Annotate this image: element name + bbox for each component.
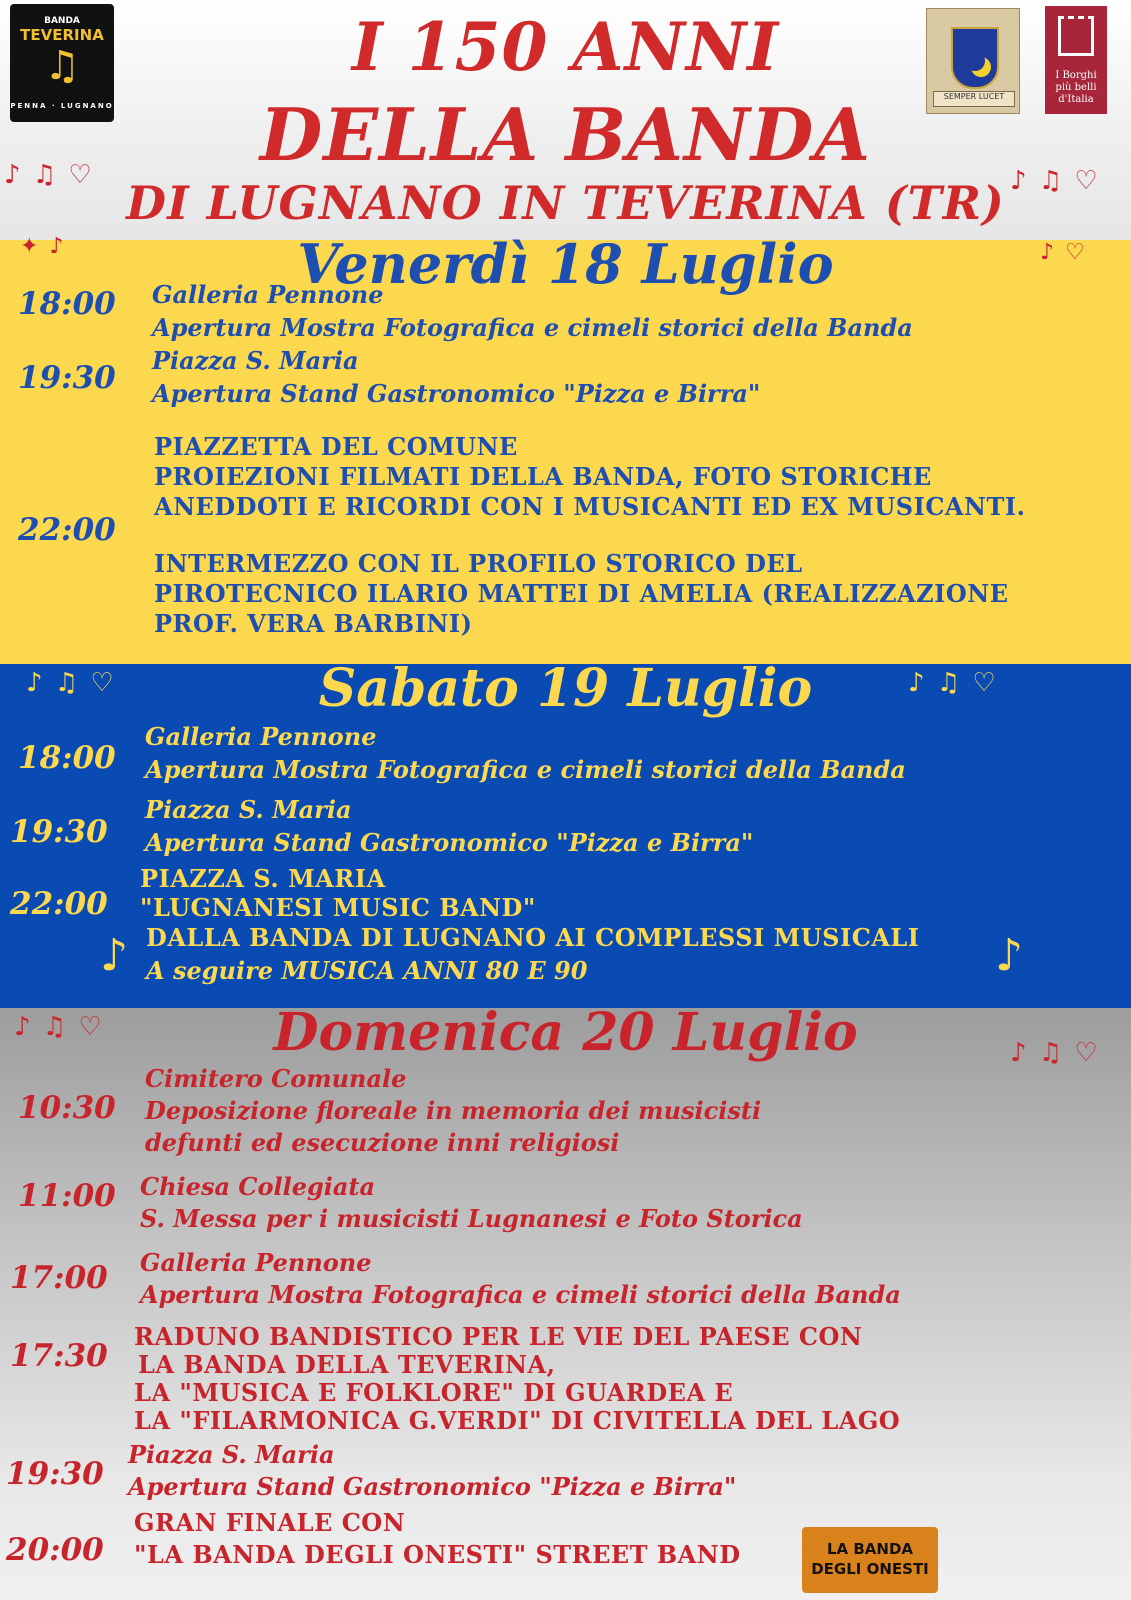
event-time: 17:30: [10, 1338, 108, 1374]
music-notes-icon: ♪ ♫ ♡: [1010, 166, 1100, 196]
borghi-text: [1045, 70, 1107, 106]
event-location: Piazza S. Maria: [145, 795, 352, 824]
event-location: Galleria Pennone: [145, 722, 377, 751]
music-note-icon: ♪: [995, 930, 1024, 981]
event-location: PIAZZETTA DEL COMUNE: [154, 432, 518, 461]
event-time: 17:00: [10, 1260, 108, 1296]
badge-line: DEGLI ONESTI: [811, 1560, 929, 1578]
event-time: 19:30: [10, 814, 108, 850]
badge-line: LA BANDA: [826, 1540, 914, 1558]
music-notes-icon: ♪ ♡: [1040, 240, 1087, 265]
event-description: PROF. VERA BARBINI): [154, 609, 473, 638]
music-notes-icon: ♪ ♫ ♡: [4, 160, 94, 190]
music-notes-icon: ✦ ♪: [20, 234, 66, 259]
event-location: Chiesa Collegiata: [140, 1172, 376, 1201]
event-description: Apertura Stand Gastronomico "Pizza e Birra": [128, 1472, 737, 1501]
event-time: 22:00: [10, 886, 108, 922]
event-description: DALLA BANDA DI LUGNANO AI COMPLESSI MUSICALI: [146, 923, 920, 952]
borghi-text-line: d'Italia: [1058, 94, 1094, 105]
event-description: LA "FILARMONICA G.VERDI" DI CIVITELLA DEL LAGO: [134, 1406, 901, 1435]
saturday-section: [0, 658, 1131, 1008]
banda-degli-onesti-logo: [802, 1527, 938, 1593]
event-description: LA BANDA DELLA TEVERINA,: [138, 1350, 556, 1379]
event-description: "LA BANDA DEGLI ONESTI" STREET BAND: [134, 1540, 741, 1569]
crest-motto: SEMPER LUCET: [933, 91, 1015, 107]
event-description: A seguire MUSICA ANNI 80 E 90: [146, 956, 588, 985]
event-description: ANEDDOTI E RICORDI CON I MUSICANTI ED EX MUSICANTI.: [154, 492, 1026, 521]
event-description: "LUGNANESI MUSIC BAND": [140, 893, 536, 922]
event-time: 10:30: [18, 1090, 116, 1126]
logo-name-text: TEVERINA: [20, 26, 104, 44]
event-time: 22:00: [18, 512, 116, 548]
event-description: Deposizione floreale in memoria dei musicisti: [145, 1096, 762, 1125]
event-location: Galleria Pennone: [152, 280, 384, 309]
event-location: Piazza S. Maria: [128, 1440, 335, 1469]
event-description: PROIEZIONI FILMATI DELLA BANDA, FOTO STORICHE: [154, 462, 932, 491]
event-description: Apertura Stand Gastronomico "Pizza e Birra": [152, 379, 761, 408]
event-time: 20:00: [6, 1532, 104, 1568]
event-location: GRAN FINALE CON: [134, 1508, 406, 1537]
music-notes-icon: ♪ ♫ ♡: [1010, 1038, 1100, 1068]
friday-title: Venerdì 18 Luglio: [297, 232, 834, 296]
borghi-text-line: I Borghi: [1055, 70, 1097, 81]
event-description: Apertura Stand Gastronomico "Pizza e Birra": [145, 828, 754, 857]
event-description: PIROTECNICO ILARIO MATTEI DI AMELIA (REALIZZAZIONE: [154, 579, 1009, 608]
music-notes-icon: ♪ ♫ ♡: [14, 1012, 104, 1042]
saturday-title: Sabato 19 Luglio: [318, 658, 813, 719]
event-description: S. Messa per i musicisti Lugnanesi e Foto Storica: [140, 1204, 803, 1233]
logo-arc-text: PENNA · LUGNANO: [10, 102, 114, 110]
sunday-title: Domenica 20 Luglio: [273, 1002, 858, 1063]
event-time: 18:00: [18, 286, 116, 322]
sunday-section: [0, 1002, 1131, 1600]
friday-section: [0, 232, 1131, 664]
event-description: Apertura Mostra Fotografica e cimeli storici della Banda: [140, 1280, 901, 1309]
music-notes-icon: ♪ ♫ ♡: [908, 668, 998, 698]
event-location: RADUNO BANDISTICO PER LE VIE DEL PAESE CON: [134, 1322, 863, 1351]
poster-title-line-3: DI LUGNANO IN TEVERINA (TR): [126, 176, 1005, 230]
borghi-text-line: più belli: [1055, 82, 1097, 93]
event-description: Apertura Mostra Fotografica e cimeli storici della Banda: [152, 313, 913, 342]
borghi-piu-belli-logo: [1045, 6, 1107, 114]
event-description: defunti ed esecuzione inni religiosi: [145, 1128, 620, 1157]
event-description: Apertura Mostra Fotografica e cimeli storici della Banda: [145, 755, 906, 784]
event-description: INTERMEZZO CON IL PROFILO STORICO DEL: [154, 549, 803, 578]
poster-title-line-1: I 150 ANNI: [351, 8, 780, 86]
music-note-icon: ♪: [100, 930, 129, 981]
music-notes-icon: ♪ ♫ ♡: [26, 668, 116, 698]
event-time: 18:00: [18, 740, 116, 776]
event-location: PIAZZA S. MARIA: [140, 864, 386, 893]
event-location: Galleria Pennone: [140, 1248, 372, 1277]
tower-icon: [1058, 16, 1094, 56]
poster-title-line-2: DELLA BANDA: [259, 92, 872, 177]
event-time: 19:30: [18, 360, 116, 396]
event-time: 11:00: [18, 1178, 116, 1214]
event-location: Piazza S. Maria: [152, 346, 359, 375]
lugnano-crest-logo: [926, 8, 1020, 114]
shield-icon: [951, 27, 999, 89]
lyre-icon: ♫: [44, 43, 80, 89]
event-time: 19:30: [6, 1456, 104, 1492]
poster-header: [0, 0, 1131, 240]
logo-top-text: BANDA: [44, 16, 80, 26]
event-description: LA "MUSICA E FOLKLORE" DI GUARDEA E: [134, 1378, 734, 1407]
moon-icon: [965, 51, 985, 71]
event-location: Cimitero Comunale: [145, 1064, 407, 1093]
